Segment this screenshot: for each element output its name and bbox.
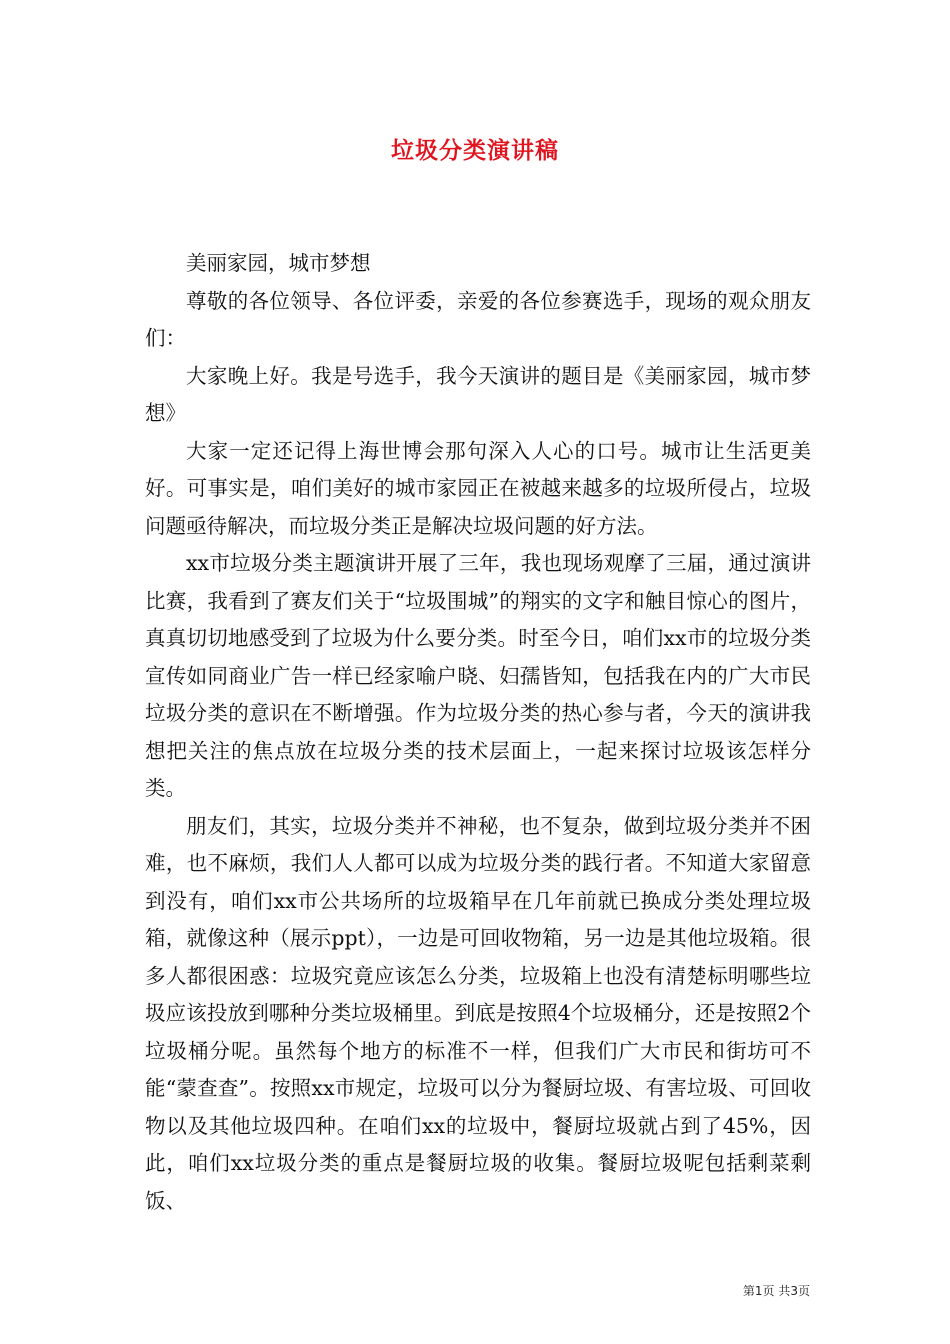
document-body [145,245,811,1220]
paragraph-intro: 大家晚上好。我是号选手，我今天演讲的题目是《美丽家园，城市梦想》 [145,363,811,425]
paragraph-subtitle: 美丽家园，城市梦想 [186,251,371,275]
paragraph-greeting: 尊敬的各位领导、各位评委，亲爱的各位参赛选手，现场的观众朋友们： [145,288,811,350]
document-title: 垃圾分类演讲稿 [391,137,559,164]
page-number: 第1页 共3页 [742,1284,810,1298]
paragraph-body-3: 朋友们，其实，垃圾分类并不神秘，也不复杂，做到垃圾分类并不困难，也不麻烦，我们人人都可以成为垃圾分类的践行者。不知道大家留意到没有，咱们xx市公共场所的垃圾箱早在几年前就已换成分类处理垃圾箱，就像这种（展示ppt），一边是可回收物箱，另一边是其他垃圾箱。很多人都很困惑：垃圾究竟应该怎么分类，垃圾箱上也没有清楚标明哪些垃圾应该投放到哪种分类垃圾桶里。到底是按照4个垃圾桶分，还是按照2个垃圾桶分呢。虽然每个地方的标准不一样，但我们广大市民和街坊可不能“蒙查查”。按照xx市规定，垃圾可以分为餐厨垃圾、有害垃圾、可回收物以及其他垃圾四种。在咱们xx的垃圾中，餐厨垃圾就占到了45%，因此，咱们xx垃圾分类的重点是餐厨垃圾的收集。餐厨垃圾呢包括剩菜剩饭、 [145,813,811,1213]
paragraph-body-1: 大家一定还记得上海世博会那句深入人心的口号。城市让生活更美好。可事实是，咱们美好的城市家园正在被越来越多的垃圾所侵占，垃圾问题亟待解决，而垃圾分类正是解决垃圾问题的好方法。 [145,438,811,538]
paragraph-body-2: xx市垃圾分类主题演讲开展了三年，我也现场观摩了三届，通过演讲比赛，我看到了赛友们关于“垃圾围城”的翔实的文字和触目惊心的图片，真真切切地感受到了垃圾为什么要分类。时至今日，咱们xx市的垃圾分类宣传如同商业广告一样已经家喻户晓、妇孺皆知，包括我在内的广大市民垃圾分类的意识在不断增强。作为垃圾分类的热心参与者，今天的演讲我想把关注的焦点放在垃圾分类的技术层面上，一起来探讨垃圾该怎样分类。 [145,551,811,800]
